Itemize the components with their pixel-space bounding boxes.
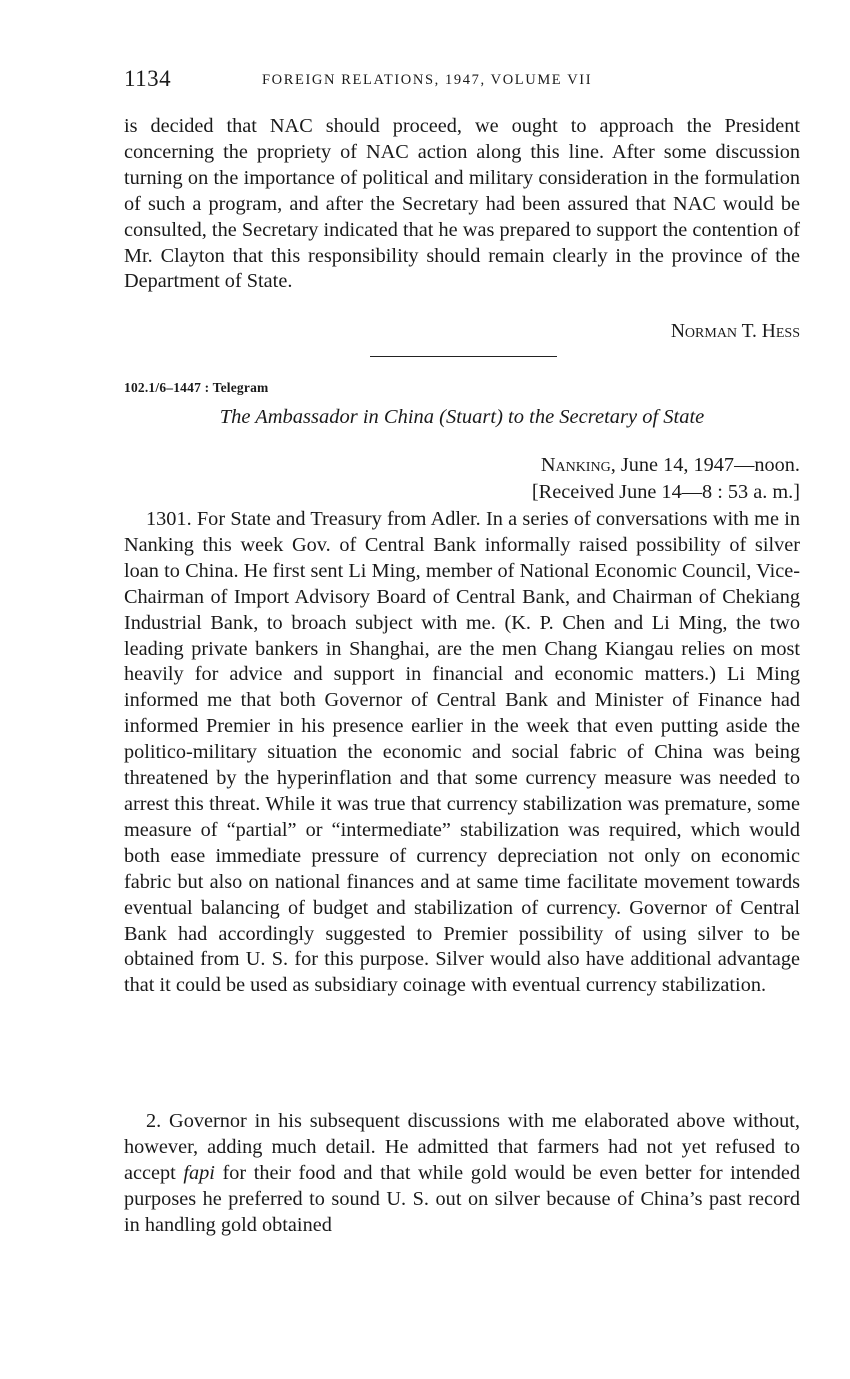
paragraph-2-text-after: for their food and that while gold would be even better for intended purposes he preferred to sound U. S. out on silver because of China’s past record in handling gold obtained — [124, 1161, 800, 1236]
file-reference: 102.1/6–1447 : Telegram — [124, 380, 269, 395]
title-name: Stuart — [445, 406, 497, 428]
dateline-received: [Received June 14—8 : 53 a. m.] — [531, 480, 800, 503]
memo-continuation-paragraph: is decided that NAC should proceed, we ought to approach the President concerning the propriety of NAC action along this line. After some discussion turning on the importance of political and military consideration in the formulation of such a program, and after the Secretary had been assured that NAC would be consulted, the Secretary indicated that he was prepared to support the contention of Mr. Clayton that this responsibility should remain clearly in the province of the Department of State. — [124, 115, 800, 293]
memo-signature: Norman T. Hess — [670, 321, 800, 342]
telegram-paragraph-1: 1301. For State and Treasury from Adler. In a series of conversations with me in Nanking this week Gov. of Central Bank informally raised possibility of silver loan to China. He first sent Li Ming, member of National Economic Council, Vice-Chairman of Import Advisory Board of Central Bank, and Chairman of Chekiang Industrial Bank, to broach subject with me. (K. P. Chen and Li Ming, the two leading private bankers in Shanghai, are the men Chang Kiangau relies on most heavily for advice and support in financial and economic matters.) Li Ming informed me that both Governor of Central Bank and Minister of Finance had informed Premier in his presence earlier in the week that even putting aside the politico-military situation the economic and social fabric of China was being threatened by the hyperinflation and that some currency measure was needed to arrest this threat. While it was true that currency stabilization was premature, some measure of “partial” or “intermediate” stabilization was required, which would both ease immediate pressure of currency depreciation not only on economic fabric but also on national finances and at same time facilitate movement towards eventual balancing of budget and stabilization of currency. Governor of Central Bank had accordingly suggested to Premier possibility of using silver to be obtained from U. S. for this purpose. Silver would also have additional advantage that it could be used as subsidiary coinage with eventual currency stabilization. — [124, 508, 800, 997]
telegram-paragraph-2 — [124, 1109, 800, 1239]
paragraph-2-text-before: 2. Governor in his subsequent discussions with me elaborated above without, however, adding much detail. He admitted that farmers had not yet refused to accept — [124, 1110, 800, 1184]
running-title: FOREIGN RELATIONS, 1947, VOLUME VII — [262, 72, 593, 88]
section-divider — [370, 356, 557, 357]
dateline-date: , June 14, 1947—noon. — [610, 454, 800, 476]
dateline — [532, 452, 800, 505]
title-prefix: The Ambassador in China ( — [219, 406, 446, 428]
page-number: 1134 — [124, 66, 172, 91]
dateline-sent — [532, 452, 800, 479]
title-suffix: ) to the Secretary of State — [496, 406, 705, 428]
dateline-place: Nanking — [540, 454, 611, 476]
running-header — [124, 66, 800, 96]
document-title — [124, 406, 800, 429]
paragraph-2-italic-term: fapi — [183, 1161, 215, 1184]
